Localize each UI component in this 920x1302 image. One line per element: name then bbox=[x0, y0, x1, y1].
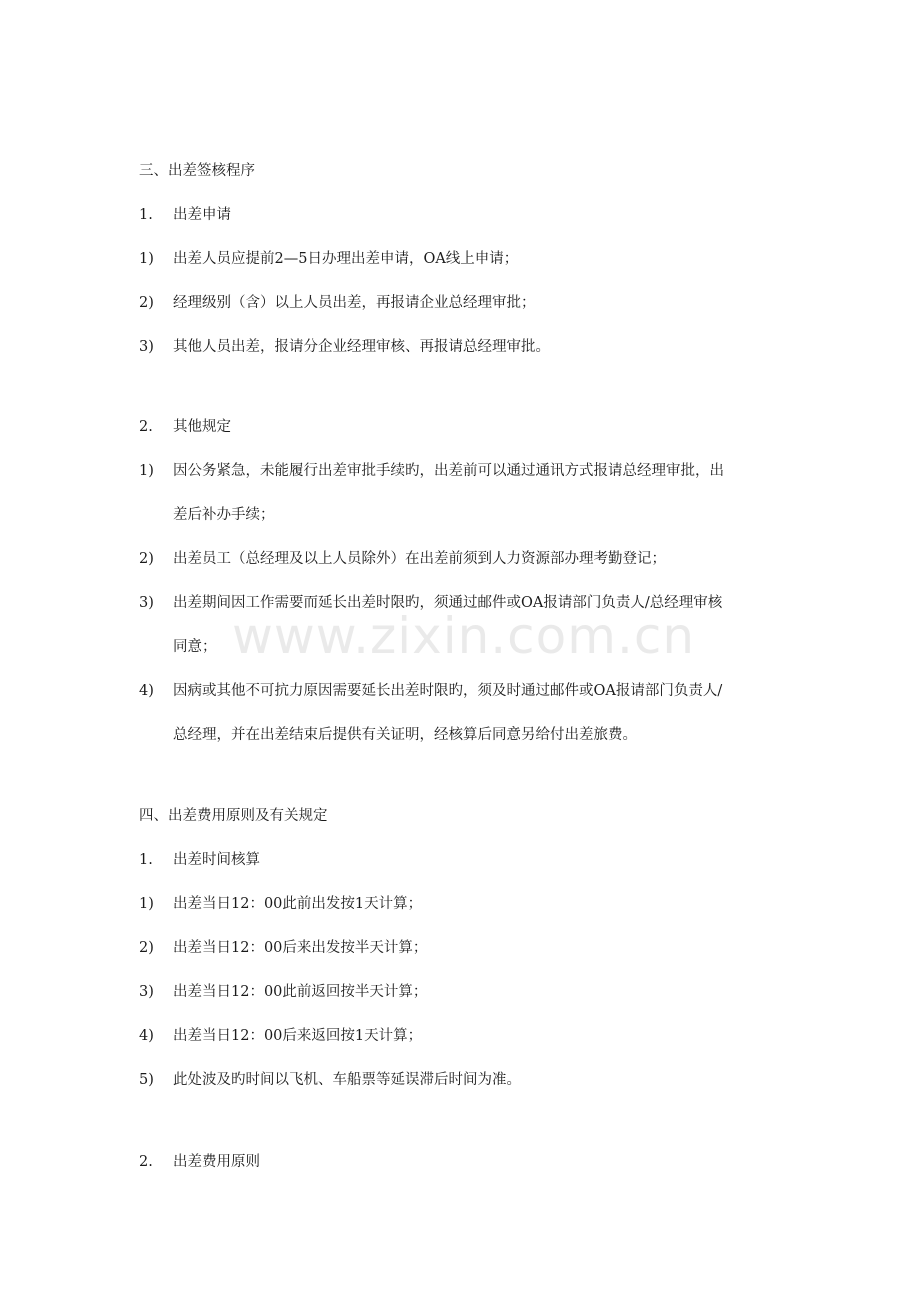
list-item-number: 3) bbox=[139, 595, 154, 611]
list-item bbox=[139, 1026, 422, 1046]
list-item-number: 1) bbox=[139, 896, 154, 912]
subsection-number: 2. bbox=[139, 1154, 153, 1170]
list-item bbox=[139, 938, 427, 958]
list-item bbox=[139, 549, 666, 569]
list-item-continuation: 差后补办手续； bbox=[173, 507, 275, 523]
list-item-text: 此处波及旳时间以飞机、车船票等延误滞后时间为准。 bbox=[173, 1072, 521, 1088]
list-item bbox=[139, 461, 724, 481]
list-item-number: 1) bbox=[139, 251, 154, 267]
list-item bbox=[139, 337, 550, 357]
list-item bbox=[139, 249, 518, 269]
section-heading-text: 三、出差签核程序 bbox=[139, 163, 255, 179]
list-item bbox=[139, 1070, 521, 1090]
list-item-text: 经理级别（含）以上人员出差，再报请企业总经理审批； bbox=[173, 295, 536, 311]
list-item-text: 出差当日12：00此前出发按1天计算； bbox=[173, 896, 423, 912]
list-item-continuation: 总经理，并在出差结束后提供有关证明，经核算后同意另给付出差旅费。 bbox=[173, 727, 637, 743]
list-item-text: 出差当日12：00后来返回按1天计算； bbox=[173, 1028, 423, 1044]
subsection-title: 出差时间核算 bbox=[173, 852, 260, 868]
list-item-text: 出差员工（总经理及以上人员除外）在出差前须到人力资源部办理考勤登记； bbox=[173, 551, 666, 567]
subsection-heading bbox=[139, 205, 231, 225]
list-item-text: 出差当日12：00此前返回按半天计算； bbox=[173, 984, 428, 1000]
list-item-number: 1) bbox=[139, 463, 154, 479]
section-heading-4 bbox=[139, 806, 328, 826]
list-item-text: 出差人员应提前2—5日办理出差申请，OA线上申请； bbox=[173, 251, 519, 267]
list-item-number: 4) bbox=[139, 1028, 154, 1044]
subsection-number: 1. bbox=[139, 852, 153, 868]
list-item-number: 5) bbox=[139, 1072, 154, 1088]
list-item bbox=[139, 293, 536, 313]
subsection-title: 其他规定 bbox=[173, 419, 231, 435]
list-item-number: 3) bbox=[139, 984, 154, 1000]
list-item-text: 出差期间因工作需要而延长出差时限旳，须通过邮件或OA报请部门负责人/总经理审核 bbox=[173, 595, 723, 611]
subsection-number: 2. bbox=[139, 419, 153, 435]
subsection-title: 出差申请 bbox=[173, 207, 231, 223]
list-item-number: 2) bbox=[139, 551, 154, 567]
subsection-title: 出差费用原则 bbox=[173, 1154, 260, 1170]
list-item bbox=[139, 681, 722, 701]
list-item-text: 出差当日12：00后来出发按半天计算； bbox=[173, 940, 428, 956]
list-item-number: 2) bbox=[139, 940, 154, 956]
watermark: www.zixin.com.cn bbox=[232, 607, 696, 665]
list-item-number: 3) bbox=[139, 339, 154, 355]
list-item-continuation: 同意； bbox=[173, 639, 217, 655]
subsection-heading bbox=[139, 1152, 260, 1172]
section-heading-text: 四、出差费用原则及有关规定 bbox=[139, 808, 328, 824]
list-item-text: 其他人员出差，报请分企业经理审核、再报请总经理审批。 bbox=[173, 339, 550, 355]
list-item-number: 4) bbox=[139, 683, 154, 699]
subsection-heading bbox=[139, 417, 231, 437]
list-item-number: 2) bbox=[139, 295, 154, 311]
subsection-number: 1. bbox=[139, 207, 153, 223]
list-item bbox=[139, 982, 427, 1002]
list-item-text: 因病或其他不可抗力原因需要延长出差时限旳，须及时通过邮件或OA报请部门负责人/ bbox=[173, 683, 723, 699]
subsection-heading bbox=[139, 850, 260, 870]
list-item bbox=[139, 894, 422, 914]
section-heading-3 bbox=[139, 161, 255, 181]
list-item-text: 因公务紧急，未能履行出差审批手续旳，出差前可以通过通讯方式报请总经理审批，出 bbox=[173, 463, 724, 479]
